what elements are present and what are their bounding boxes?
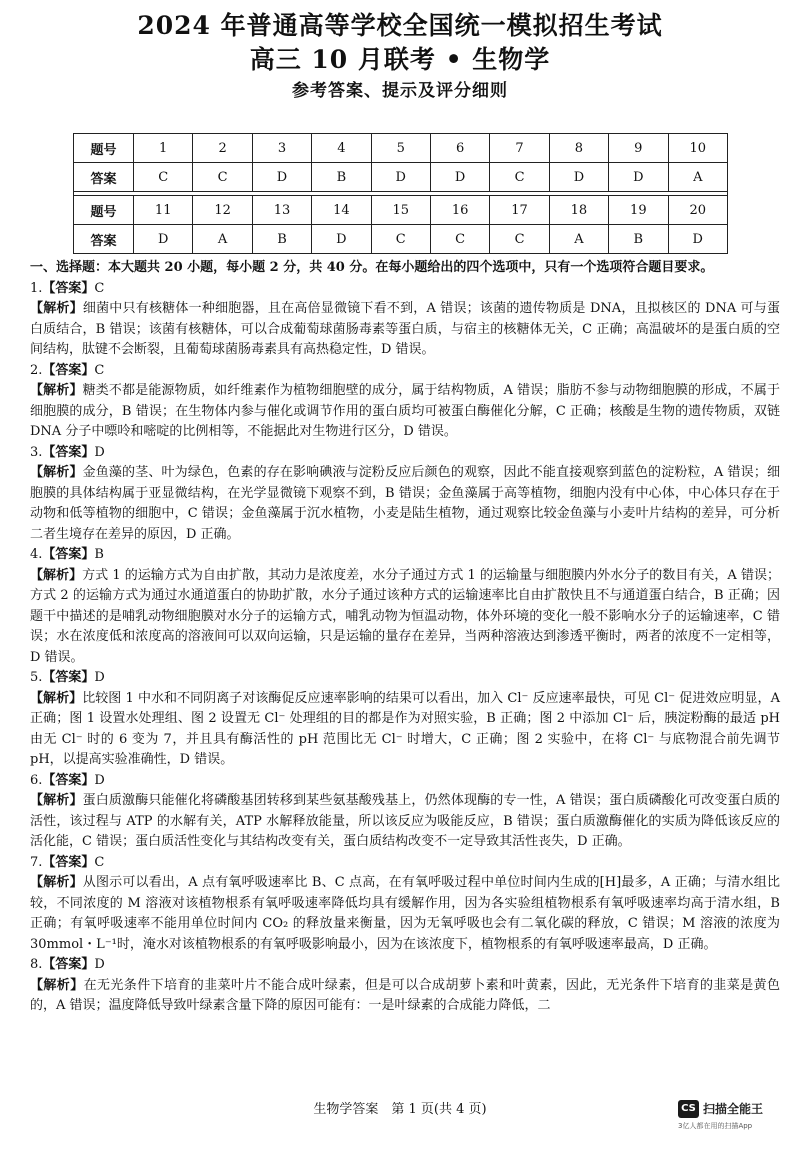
answer-cell: C xyxy=(490,163,549,192)
explanation-paragraph xyxy=(30,463,780,545)
answer-line xyxy=(30,443,780,464)
answer-label: 【答案】 xyxy=(42,670,95,685)
table-row-numbers xyxy=(74,196,728,225)
answer-cell: A xyxy=(668,163,727,192)
explanation-paragraph xyxy=(30,299,780,361)
answer-cell: C xyxy=(371,225,430,254)
question-number-cell: 3 xyxy=(252,134,311,163)
question-number-cell: 11 xyxy=(134,196,193,225)
question-number-cell: 13 xyxy=(252,196,311,225)
row-label-question: 题号 xyxy=(74,196,134,225)
answer-table xyxy=(73,133,728,254)
explanation-paragraph xyxy=(30,976,780,1017)
camscanner-logo-icon: CS xyxy=(678,1100,699,1118)
answer-item xyxy=(30,668,780,771)
answer-cell: D xyxy=(609,163,668,192)
page-footer: 生物学答案 第 1 页(共 4 页) xyxy=(313,1102,487,1117)
scanner-watermark xyxy=(678,1098,788,1138)
answer-cell: D xyxy=(668,225,727,254)
item-number: 6. xyxy=(30,772,43,788)
item-number: 4. xyxy=(30,547,43,562)
answer-label: 【答案】 xyxy=(42,854,95,870)
answer-cell: B xyxy=(252,225,311,254)
answer-label: 【答案】 xyxy=(42,362,95,378)
explanation-text: 蛋白质激酶只能催化将磷酸基团转移到某些氨基酸残基上，仍然体现酶的专一性，A 错误；蛋白质磷酸化可改变蛋白质的活性，该过程与 ATP 的水解有关，ATP 水解释放能量，所以该反应为吸能反应，B 错误；蛋白质激酶催化的实质为降低该反应的活化能，C 错误；蛋白质活性变化与其结构改变有关，蛋白质结构改变不一定导致其活性丧失，D 正确。 xyxy=(30,793,780,849)
question-number-cell: 9 xyxy=(609,134,668,163)
question-number-cell: 8 xyxy=(549,134,608,163)
table-row-numbers xyxy=(74,134,728,163)
explanation-text: 金鱼藻的茎、叶为绿色，色素的存在影响碘液与淀粉反应后颜色的观察，因此不能直接观察到蓝色的淀粉粒，A 错误；细胞膜的具体结构属于亚显微结构，在光学显微镜下观察不到，B 错误；金鱼藻属于高等植物，细胞内没有中心体，中心体只存在于动物和低等植物的细胞中，C 错误；金鱼藻属于沉水植物，小麦是陆生植物，通过观察比较金鱼藻与小麦叶片结构的差异，可分析二者生境存在差异的原因，D 正确。 xyxy=(30,465,780,542)
item-number: 7. xyxy=(30,854,43,870)
answer-cell: D xyxy=(549,163,608,192)
answer-cell: B xyxy=(609,225,668,254)
explanation-text: 糖类不都是能源物质，如纤维素作为植物细胞壁的成分，属于结构物质，A 错误；脂肪不参与动物细胞膜的形成，不属于细胞膜的成分，B 错误；在生物体内参与催化或调节作用的蛋白质均可被蛋白酶催化分解，C 正确；核酸是生物的遗传物质，双链 DNA 分子中嘌呤和嘧啶的比例相等，不能据此对生物进行区分，D 错误。 xyxy=(30,383,780,439)
question-number-cell: 12 xyxy=(193,196,252,225)
question-number-cell: 19 xyxy=(609,196,668,225)
table-row-answers xyxy=(74,225,728,254)
logo-name: 扫描全能王 xyxy=(703,1102,764,1116)
answer-cell: D xyxy=(430,163,489,192)
answer-cell: C xyxy=(490,225,549,254)
answer-label: 【答案】 xyxy=(42,444,95,460)
question-number-cell: 15 xyxy=(371,196,430,225)
answer-cell: D xyxy=(371,163,430,192)
explanation-label: 【解析】 xyxy=(30,690,83,706)
answer-cell: D xyxy=(312,225,371,254)
answer-label: 【答案】 xyxy=(42,772,95,788)
explanation-paragraph xyxy=(30,566,780,669)
answer-line xyxy=(30,361,780,382)
answer-item xyxy=(30,853,780,956)
exam-subtitle: 高三 10 月联考 • 生物学 xyxy=(249,45,551,74)
answer-cell: B xyxy=(312,163,371,192)
answer-cell: C xyxy=(134,163,193,192)
explanation-text: 在无光条件下培育的韭菜叶片不能合成叶绿素，但是可以合成胡萝卜素和叶黄素，因此，无光条件下培育的韭菜是黄色的，A 错误；温度降低导致叶绿素含量下降的原因可能有：一是叶绿素的合成能力降低，二 xyxy=(30,977,780,1013)
explanation-label: 【解析】 xyxy=(30,567,83,583)
question-number-cell: 16 xyxy=(430,196,489,225)
answer-line xyxy=(30,668,780,689)
question-number-cell: 2 xyxy=(193,134,252,163)
answer-value: D xyxy=(94,670,105,685)
answer-line xyxy=(30,955,780,976)
item-number: 1. xyxy=(30,280,43,296)
question-number-cell: 14 xyxy=(312,196,371,225)
row-label-answer: 答案 xyxy=(74,225,134,254)
explanation-label: 【解析】 xyxy=(30,875,83,890)
answer-line xyxy=(30,771,780,792)
question-number-cell: 7 xyxy=(490,134,549,163)
answer-item xyxy=(30,443,780,546)
item-number: 2. xyxy=(30,362,43,378)
answer-item xyxy=(30,361,780,443)
item-number: 8. xyxy=(30,957,43,972)
answer-label: 【答案】 xyxy=(42,547,95,562)
explanation-text: 比较图 1 中水和不同阴离子对该酶促反应速率影响的结果可以看出，加入 Cl⁻ 反应速率最快，可见 Cl⁻ 促进效应明显，A 正确；图 1 设置水处理组、图 2 设置无 Cl⁻ 处理组的目的都是作为对照实验，B 正确；图 2 中添加 Cl⁻ 后，胰淀粉酶的最适 pH 由无 Cl⁻ 时的 6 变为 7，并且具有酶活性的 pH 范围比无 Cl⁻ 时增大，C 正确；图 2 实验中，在将 Cl⁻ 与底物混合前先调节 pH，以提高实验准确性，D 错误。 xyxy=(30,690,780,767)
answer-value: B xyxy=(94,547,104,562)
answer-value: D xyxy=(94,772,105,788)
question-number-cell: 18 xyxy=(549,196,608,225)
question-number-cell: 10 xyxy=(668,134,727,163)
answer-label: 【答案】 xyxy=(42,957,95,972)
explanation-text: 从图示可以看出，A 点有氧呼吸速率比 B、C 点高，在有氧呼吸过程中单位时间内生成的[H]最多，A 正确；与清水组比较，不同浓度的 M 溶液对该植物根系有氧呼吸速率降低均具有缓解作用，因为各实验组植物根系有氧呼吸速率均高于清水组，B 正确；有氧呼吸速率不能用单位时间内 CO₂ 的释放量来衡量，因为无氧呼吸也会有二氧化碳的释放，C 错误；M 溶液的浓度为 30mmol・L⁻¹时，淹水对该植物根系的有氧呼吸影响最小，因为在该浓度下，植物根系的有氧呼吸速率最高，D 正确。 xyxy=(30,875,780,952)
explanation-paragraph xyxy=(30,689,780,771)
question-number-cell: 4 xyxy=(312,134,371,163)
answer-line xyxy=(30,279,780,300)
explanation-label: 【解析】 xyxy=(30,465,83,480)
answer-cell: D xyxy=(252,163,311,192)
answer-item xyxy=(30,545,780,668)
answer-cell: A xyxy=(549,225,608,254)
answer-label: 【答案】 xyxy=(42,280,95,296)
explanation-paragraph xyxy=(30,381,780,443)
items-list xyxy=(30,279,780,1017)
answer-item xyxy=(30,771,780,853)
explanation-label: 【解析】 xyxy=(30,793,83,808)
answer-value: C xyxy=(94,854,105,870)
answer-value: D xyxy=(94,444,105,460)
answer-item xyxy=(30,279,780,361)
table-row-answers xyxy=(74,163,728,192)
explanation-paragraph xyxy=(30,791,780,853)
section-heading: 一、选择题：本大题共 20 小题，每小题 2 分，共 40 分。在每小题给出的四个选项中，只有一个选项符合题目要求。 xyxy=(30,260,714,275)
question-number-cell: 5 xyxy=(371,134,430,163)
answer-cell: C xyxy=(193,163,252,192)
logo-tagline: 3亿人都在用的扫描App xyxy=(678,1122,753,1130)
answer-value: C xyxy=(94,362,105,378)
exam-title: 2024 年普通高等学校全国统一模拟招生考试 xyxy=(137,11,663,40)
explanation-label: 【解析】 xyxy=(30,383,83,398)
row-label-question: 题号 xyxy=(74,134,134,163)
item-number: 5. xyxy=(30,670,43,685)
answer-cell: D xyxy=(134,225,193,254)
question-number-cell: 6 xyxy=(430,134,489,163)
question-number-cell: 1 xyxy=(134,134,193,163)
question-number-cell: 17 xyxy=(490,196,549,225)
answer-item xyxy=(30,955,780,1017)
item-number: 3. xyxy=(30,444,43,460)
answer-value: C xyxy=(94,280,105,296)
explanation-text: 方式 1 的运输方式为自由扩散，其动力是浓度差，水分子通过方式 1 的运输量与细胞膜内外水分子的数目有关，A 错误；方式 2 的运输方式为通过水通道蛋白的协助扩散，水分子通过该种方式的运输速率比自由扩散快且不与通道蛋白结合，B 正确；因题干中描述的是哺乳动物细胞膜对水分子的运输方式，哺乳动物为恒温动物，体外环境的变化一般不影响水分子的运输速率，C 错误；水在浓度低和浓度高的溶液间可以双向运输，只是运输的量存在差异，当两种溶液达到渗透平衡时，两者的浓度不一定相等，D 错误。 xyxy=(30,567,780,665)
answer-key-title: 参考答案、提示及评分细则 xyxy=(292,81,508,101)
explanation-paragraph xyxy=(30,873,780,955)
answer-value: D xyxy=(94,957,105,972)
row-label-answer: 答案 xyxy=(74,163,134,192)
answer-cell: C xyxy=(430,225,489,254)
explanation-label: 【解析】 xyxy=(30,977,84,993)
explanations xyxy=(30,258,780,1017)
explanation-label: 【解析】 xyxy=(30,301,83,316)
answer-line xyxy=(30,853,780,874)
answer-cell: A xyxy=(193,225,252,254)
explanation-text: 细菌中只有核糖体一种细胞器，且在高倍显微镜下看不到，A 错误；该菌的遗传物质是 DNA，且拟核区的 DNA 可与蛋白质结合，B 错误；该菌有核糖体，可以合成葡萄球菌肠毒素等蛋白质，与宿主的核糖体无关，C 正确；高温破坏的是蛋白质的空间结构，肽键不会断裂，且葡萄球菌肠毒素具有高热稳定性，D 错误。 xyxy=(30,301,780,357)
answer-line xyxy=(30,545,780,566)
question-number-cell: 20 xyxy=(668,196,727,225)
